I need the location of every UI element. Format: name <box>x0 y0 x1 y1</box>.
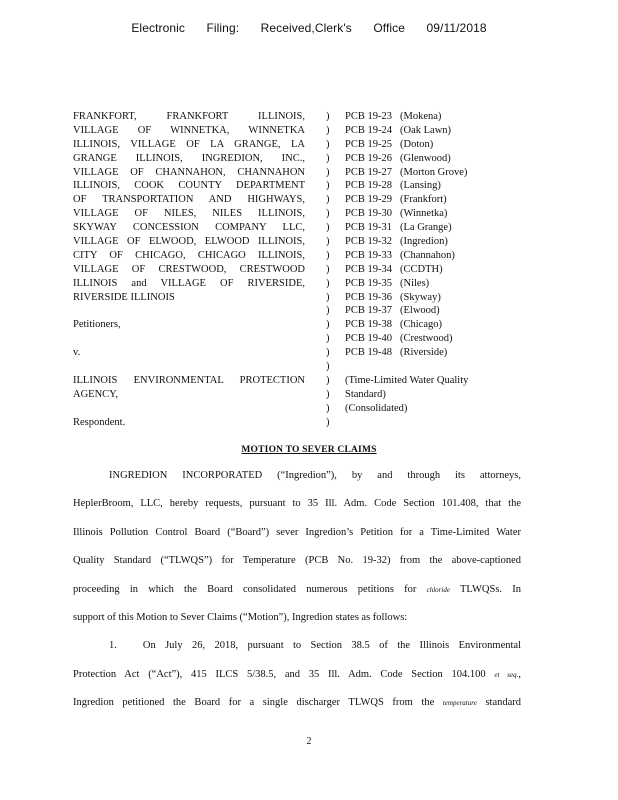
case-entry <box>345 346 515 360</box>
petitioner-line: FRANKFORT, FRANKFORT ILLINOIS, <box>73 111 305 122</box>
body-line: HeplerBroom, LLC, hereby requests, pursuant to 35 Ill. Adm. Code Section 101.408, that the <box>73 498 521 510</box>
case-number: PCB 19-35 <box>345 277 392 289</box>
italic-term: et seq. <box>494 670 519 679</box>
case-number: PCB 19-48 <box>345 347 392 359</box>
paren: ) <box>326 180 330 192</box>
paren: ) <box>326 291 330 303</box>
paren: ) <box>326 333 330 345</box>
case-number: PCB 19-28 <box>345 180 392 192</box>
case-number: PCB 19-34 <box>345 263 392 275</box>
case-number: PCB 19-27 <box>345 166 392 178</box>
case-entry <box>345 304 515 318</box>
case-number: PCB 19-26 <box>345 152 392 164</box>
motion-body <box>73 467 521 723</box>
petitioner-line: RIVERSIDE ILLINOIS <box>73 291 175 303</box>
case-number: PCB 19-36 <box>345 291 392 303</box>
body-line: Illinois Pollution Control Board (“Board”) sever Ingredion’s Petition for a Time-Limited Water <box>73 526 521 538</box>
case-entry <box>345 179 515 193</box>
case-entry <box>345 152 515 166</box>
case-entry <box>345 277 515 291</box>
respondent-line: AGENCY, <box>73 388 119 400</box>
case-party: (Oak Lawn) <box>400 124 452 136</box>
paren: ) <box>326 347 330 359</box>
petitioner-line: OF TRANSPORTATION AND HIGHWAYS, <box>73 194 305 206</box>
italic-term: temperature <box>442 699 477 708</box>
case-entry <box>345 110 515 124</box>
header-date: 09/11/2018 <box>426 21 487 35</box>
paren: ) <box>326 124 330 136</box>
case-entry <box>345 193 515 207</box>
case-party: (Crestwood) <box>400 333 453 345</box>
caption-parentheses <box>326 110 336 429</box>
body-text: Protection Act (“Act”), 415 ILCS 5/38.5, and 35 Ill. Adm. Code Section 104.100 <box>73 668 486 680</box>
header-office: Office <box>373 21 406 35</box>
paren: ) <box>326 236 330 248</box>
case-party: (Lansing) <box>400 180 441 192</box>
case-party: (Mokena) <box>400 111 442 122</box>
petitioner-line: VILLAGE OF CHANNAHON, CHANNAHON <box>73 166 305 178</box>
paren: ) <box>326 388 330 400</box>
case-number: PCB 19-33 <box>345 249 392 261</box>
case-party: (Skyway) <box>400 291 441 303</box>
respondent-line: ILLINOIS ENVIRONMENTAL PROTECTION <box>73 374 305 386</box>
respondent-label: Respondent. <box>73 416 126 428</box>
case-party: (CCDTH) <box>400 263 443 275</box>
paren: ) <box>326 319 330 331</box>
header-electronic: Electronic <box>131 21 186 35</box>
paragraph-number: 1. <box>109 640 117 652</box>
case-number: PCB 19-30 <box>345 208 392 220</box>
petitioners-label: Petitioners, <box>73 319 121 331</box>
petitioner-line: VILLAGE OF NILES, NILES ILLINOIS, <box>73 208 305 220</box>
body-text: On July 26, 2018, pursuant to Section 38.5 of the Illinois Environmental <box>142 640 521 652</box>
case-entry <box>345 138 515 152</box>
paren: ) <box>326 249 330 261</box>
motion-title: MOTION TO SEVER CLAIMS <box>241 445 377 455</box>
body-line <box>73 637 521 665</box>
body-line: support of this Motion to Sever Claims (“Motion”), Ingredion states as follows: <box>73 611 408 623</box>
tlwqs-line: Standard) <box>345 388 386 400</box>
paren: ) <box>326 222 330 234</box>
case-number: PCB 19-29 <box>345 194 392 206</box>
body-text: Ingredion petitioned the Board for a single discharger TLWQS from the <box>73 697 435 709</box>
versus-label: v. <box>73 347 81 359</box>
filing-header <box>0 21 618 35</box>
case-number: PCB 19-25 <box>345 138 392 150</box>
petitioner-line: ILLINOIS, VILLAGE OF LA GRANGE, LA <box>73 138 305 150</box>
petitioner-line: SKYWAY CONCESSION COMPANY LLC, <box>73 222 305 234</box>
paren: ) <box>326 166 330 178</box>
case-entry <box>345 263 515 277</box>
petitioner-line: VILLAGE OF CRESTWOOD, CRESTWOOD <box>73 263 305 275</box>
body-line <box>73 666 521 694</box>
petitioner-line: ILLINOIS and VILLAGE OF RIVERSIDE, <box>73 277 305 289</box>
caption-parties <box>73 110 305 429</box>
body-line: Quality Standard (“TLWQS”) for Temperature (PCB No. 19-32) from the above-captioned <box>73 555 521 567</box>
body-text: proceeding in which the Board consolidated numerous petitions for <box>73 583 417 595</box>
paren: ) <box>326 208 330 220</box>
case-entry <box>345 235 515 249</box>
case-entry <box>345 318 515 332</box>
case-party: (Elwood) <box>400 305 440 317</box>
paren: ) <box>326 402 330 414</box>
case-party: (Doton) <box>400 138 434 150</box>
paren: ) <box>326 194 330 206</box>
case-entry <box>345 207 515 221</box>
petitioner-line: ILLINOIS, COOK COUNTY DEPARTMENT <box>73 180 305 192</box>
case-number: PCB 19-32 <box>345 236 392 248</box>
case-entry <box>345 332 515 346</box>
case-number: PCB 19-37 <box>345 305 392 317</box>
case-party: (Frankfort) <box>400 194 447 206</box>
body-text: , <box>518 668 521 680</box>
case-entry <box>345 124 515 138</box>
header-filing: Filing: <box>206 21 240 35</box>
petitioner-line: CITY OF CHICAGO, CHICAGO ILLINOIS, <box>73 249 305 261</box>
case-party: (Glenwood) <box>400 152 451 164</box>
paren: ) <box>326 361 330 373</box>
case-numbers <box>345 110 515 416</box>
case-party: (Morton Grove) <box>400 166 468 178</box>
case-party: (Ingredion) <box>400 236 448 248</box>
case-number: PCB 19-40 <box>345 333 392 345</box>
case-number: PCB 19-23 <box>345 111 392 122</box>
italic-term: chloride <box>426 585 450 594</box>
case-party: (Riverside) <box>400 347 448 359</box>
case-party: (Channahon) <box>400 249 455 261</box>
body-line <box>73 694 521 722</box>
paren: ) <box>326 263 330 275</box>
petitioner-line: VILLAGE OF ELWOOD, ELWOOD ILLINOIS, <box>73 236 305 248</box>
petitioner-line: VILLAGE OF WINNETKA, WINNETKA <box>73 124 305 136</box>
paren: ) <box>326 111 330 122</box>
case-party: (Chicago) <box>400 319 442 331</box>
case-party: (Winnetka) <box>400 208 448 220</box>
case-entry <box>345 221 515 235</box>
case-entry <box>345 291 515 305</box>
page-number: 2 <box>306 736 312 747</box>
body-text: standard <box>485 697 522 709</box>
body-line <box>73 581 521 609</box>
case-entry <box>345 166 515 180</box>
paren: ) <box>326 374 330 386</box>
case-number: PCB 19-38 <box>345 319 392 331</box>
paren: ) <box>326 305 330 317</box>
paren: ) <box>326 138 330 150</box>
case-entry <box>345 249 515 263</box>
body-line: INGREDION INCORPORATED (“Ingredion”), by and through its attorneys, <box>109 470 521 481</box>
paren: ) <box>326 277 330 289</box>
tlwqs-line: (Consolidated) <box>345 402 408 414</box>
tlwqs-line: (Time-Limited Water Quality <box>345 374 469 386</box>
header-received: Received,Clerk's <box>260 21 352 35</box>
case-number: PCB 19-31 <box>345 222 392 234</box>
case-party: (Niles) <box>400 277 430 289</box>
paren: ) <box>326 416 330 428</box>
case-number: PCB 19-24 <box>345 124 392 136</box>
petitioner-line: GRANGE ILLINOIS, INGREDION, INC., <box>73 152 305 164</box>
body-text: TLWQSs. In <box>459 583 522 595</box>
paren: ) <box>326 152 330 164</box>
case-party: (La Grange) <box>400 222 452 234</box>
